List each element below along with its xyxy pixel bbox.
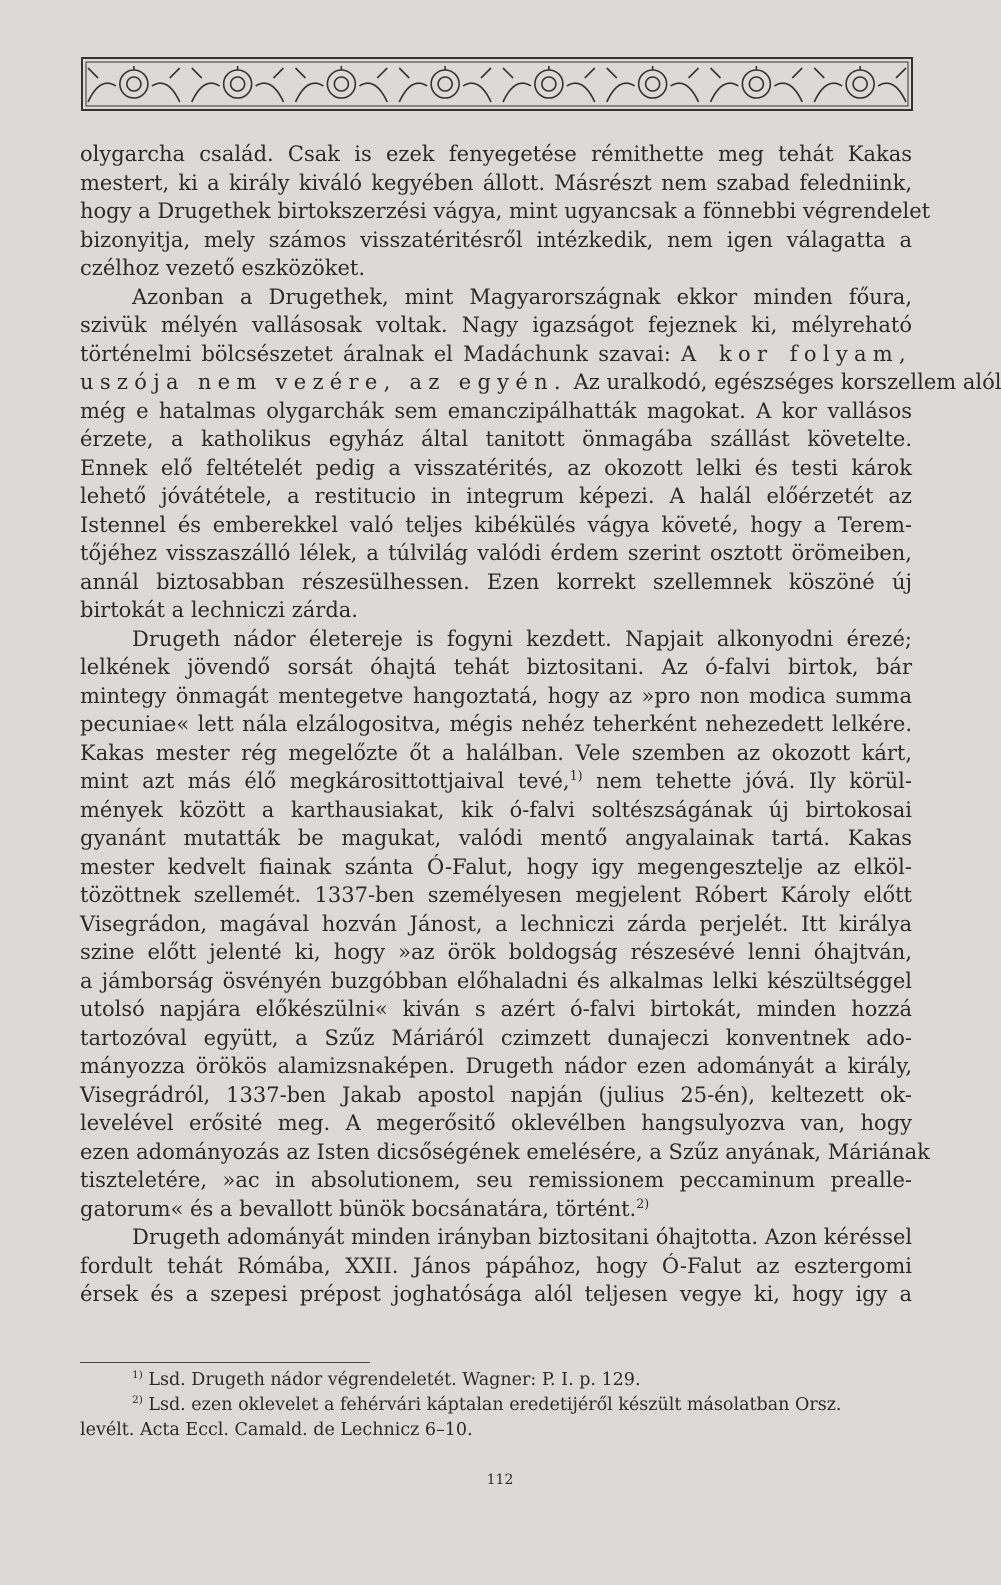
text-line <box>80 1195 912 1224</box>
text-line: mények között a karthausiakat, kik ó-falvi soltészságának új birtokosai <box>80 797 912 822</box>
text-line: mester kedvelt fiainak szánta Ó-Falut, hogy igy megengesztelje az elköl- <box>80 854 912 879</box>
spaced-quote: uszója nem vezére, az egyén. <box>80 370 567 394</box>
text-line: mintegy önmagát mentegetve hangoztatá, hogy az »pro non modica summa <box>80 683 912 708</box>
text-segment: történelmi bölcsészetet áralnak el Madáchunk szavai: <box>80 341 671 366</box>
text-line: Drugeth adományát minden irányban biztositani óhajtotta. Azon kéréssel <box>132 1225 913 1249</box>
footnote-divider <box>80 1362 370 1363</box>
text-line: tőjéhez visszaszálló lélek, a túlvilág valódi érdem szerint osztott örömeiben, <box>80 541 912 565</box>
text-line: fordult tehát Rómába, XXII. János pápához, hogy Ó-Falut az esztergomi <box>80 1253 912 1278</box>
text-line: a jámborság ösvényén buzgóbban előhaladni és alkalmas lelki készültséggel <box>80 968 912 993</box>
text-line: mányozza örökös alamizsnaképen. Drugeth nádor ezen adományát a király, <box>80 1054 912 1078</box>
spaced-quote: A kor folyam, <box>681 341 912 366</box>
text-line: tiszteletére, »ac in absolutionem, seu remissionem peccaminum prealle- <box>80 1168 912 1192</box>
text-line <box>80 340 912 369</box>
text-line: Azonban a Drugethek, mint Magyarországnak ekkor minden főura, <box>132 284 912 309</box>
text-line: tözöttnek szellemét. 1337-ben személyesen megjelent Róbert Károly előtt <box>80 883 912 907</box>
footnote-ref: 1) <box>569 768 583 783</box>
footnote-1 <box>80 1368 912 1393</box>
text-line <box>80 767 912 796</box>
text-line: szine előtt jelenté ki, hogy »az örök boldogság részesévé lenni óhajtván, <box>80 940 912 964</box>
text-line: olygarcha család. Csak is ezek fenyegetése rémithette meg tehát Kakas <box>80 142 912 166</box>
text-line: lelkének jövendő sorsát óhajtá tehát biztositani. Az ó-falvi birtok, bár <box>80 655 912 679</box>
decorative-header-ornament <box>82 56 912 112</box>
text-line: ezen adományozás az Isten dicsőségének emelésére, a Szűz anyának, Máriának <box>80 1139 930 1164</box>
footnote-text: Lsd. ezen oklevelet a fehérvári káptalan eredetijéről készült másolatban Orsz. <box>148 1395 842 1415</box>
text-line: pecuniae« lett nála elzálogositva, mégis nehéz teherként nehezedett lelkére. <box>80 712 912 736</box>
text-line: czélhoz vezető eszközöket. <box>80 256 366 280</box>
text-line: Ennek elő feltételét pedig a visszatérités, az okozott lelki és testi károk <box>80 455 912 480</box>
text-segment: gatorum« és a bevallott bünök bocsánatára, történt. <box>80 1196 637 1221</box>
text-line: tartozóval együtt, a Szűz Máriáról czimzett dunajeczi konventnek ado- <box>80 1025 912 1050</box>
text-line: hogy a Drugethek birtokszerzési vágya, mint ugyancsak a fönnebbi végrendelet <box>80 199 931 223</box>
text-line: Drugeth nádor életereje is fogyni kezdett. Napjait alkonyodni érezé; <box>132 626 912 651</box>
text-line: gyanánt mutatták be magukat, valódi mentő angyalainak tartá. Kakas <box>80 826 912 850</box>
footnote-ref: 2) <box>636 1195 650 1211</box>
text-line: birtokát a lechniczi zárda. <box>80 598 358 622</box>
text-line: levelével erősité meg. A megerősitő oklevélben hangsulyozva van, hogy <box>80 1111 912 1135</box>
footnote-2 <box>80 1393 912 1418</box>
footnotes <box>80 1368 912 1443</box>
text-line: annál biztosabban részesülhessen. Ezen korrekt szellemnek köszöné új <box>80 569 912 594</box>
text-line: Istennel és emberekkel való teljes kibékülés vágya követé, hogy a Terem- <box>80 512 912 537</box>
text-line: szivük mélyén vallásosak voltak. Nagy igazságot fejeznek ki, mélyreható <box>80 313 912 337</box>
text-line: Kakas mester rég megelőzte őt a halálban. Vele szemben az okozott kárt, <box>80 740 912 765</box>
text-line: érzete, a katholikus egyház által tanitott önmagába szállást követelte. <box>80 427 912 451</box>
text-line: Visegrádon, magával hozván Jánost, a lechniczi zárda perjelét. Itt királya <box>80 911 912 936</box>
text-line: mestert, ki a király kiváló kegyében állott. Másrészt nem szabad feledniink, <box>80 170 912 195</box>
text-line: lehető jóvátétele, a restitucio in integrum képezi. A halál előérzetét az <box>80 484 912 508</box>
text-segment: mint azt más élő megkárosittottjaival tevé, <box>80 769 570 793</box>
text-line: érsek és a szepesi prépost joghatósága alól teljesen vegye ki, hogy igy a <box>80 1282 912 1306</box>
text-line: még e hatalmas olygarchák sem emanczipálhatták magokat. A kor vallásos <box>80 398 912 423</box>
text-line: utolsó napjára előkészülni« kiván s azért ó-falvi birtokát, minden hozzá <box>80 997 912 1021</box>
text-line: bizonyitja, mely számos visszatéritésről intézkedik, nem igen válagatta a <box>80 227 912 252</box>
text-line <box>80 368 1001 397</box>
body-text <box>80 140 1001 1309</box>
text-line: Visegrádról, 1337-ben Jakab apostol napján (julius 25-én), keltezett ok- <box>80 1082 912 1107</box>
footnote-2-continued: levélt. Acta Eccl. Camald. de Lechnicz 6–10. <box>80 1420 473 1440</box>
footnote-mark: 1) <box>132 1369 143 1382</box>
footnote-text: Lsd. Drugeth nádor végrendeletét. Wagner: P. I. p. 129. <box>148 1370 641 1390</box>
text-segment: Az uralkodó, egészséges korszellem alól <box>573 370 1001 394</box>
footnote-mark: 2) <box>132 1394 143 1407</box>
text-segment: nem tehette jóvá. Ily körül- <box>596 769 912 793</box>
page-number: 112 <box>486 1472 514 1488</box>
